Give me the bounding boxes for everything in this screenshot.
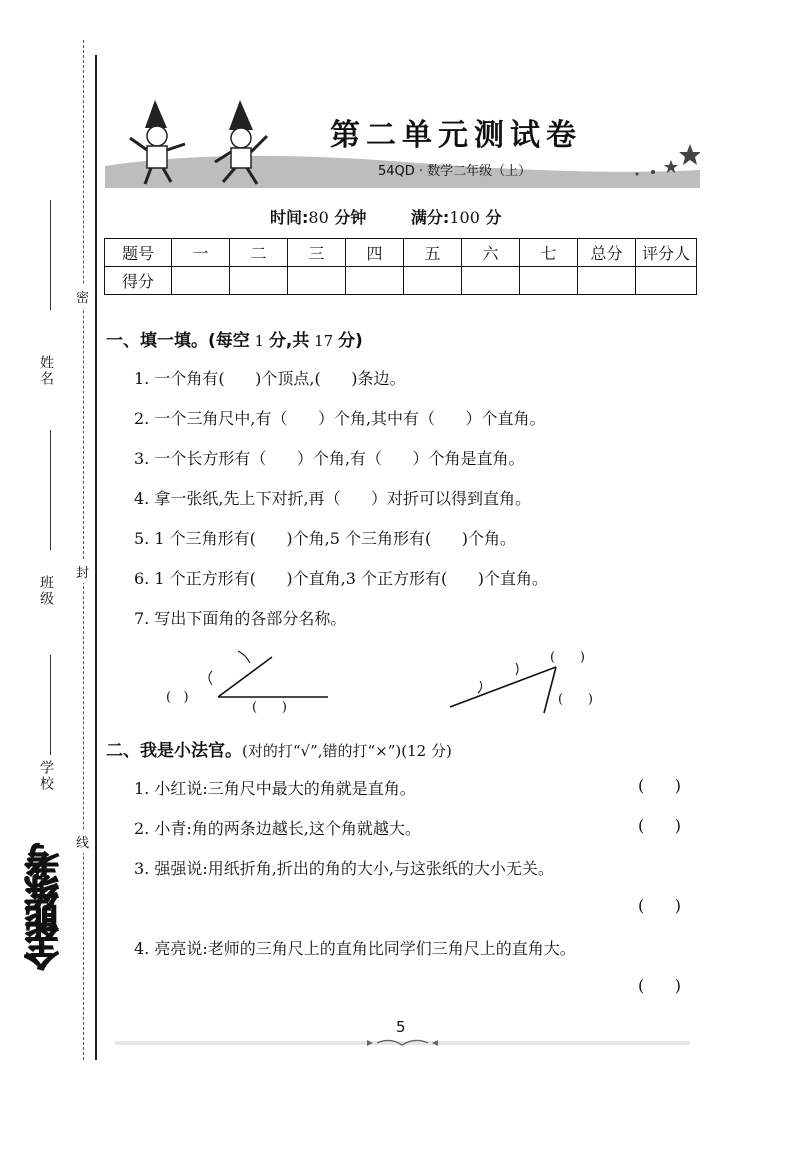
- score-cell[interactable]: [172, 267, 230, 295]
- header-cell: 总分: [578, 239, 636, 267]
- angle-right-side-blank[interactable]: ( ): [558, 692, 593, 707]
- seal-char-feng: 封: [76, 560, 89, 583]
- page-title: 第二单元测试卷: [330, 118, 582, 153]
- angle-left-vertex-blank[interactable]: ( ): [166, 690, 189, 705]
- name-underline: [50, 200, 51, 310]
- header-cell: 七: [520, 239, 578, 267]
- school-underline: [50, 655, 51, 755]
- score-cell[interactable]: [230, 267, 288, 295]
- section1-question-5: 5. 1 个三角形有( )个角,5 个三角形有( )个角。: [134, 529, 516, 548]
- section1-title: 一、填一填。(每空 1 分,共 17 分): [106, 331, 363, 351]
- score-table-header-row: [105, 239, 697, 267]
- header-cell: 六: [462, 239, 520, 267]
- school-label: 学校: [38, 760, 54, 792]
- section2-answer-3[interactable]: ( ): [638, 896, 681, 915]
- margin-rule: [95, 55, 97, 1060]
- exam-time-line: [270, 205, 501, 228]
- page-number: 5: [396, 1018, 406, 1036]
- angle-right-top-blank[interactable]: ( ): [550, 650, 585, 665]
- section2-question-3: 3. 强强说:用纸折角,折出的角的大小,与这张纸的大小无关。: [134, 859, 554, 878]
- header-cell: 一: [172, 239, 230, 267]
- time-unit: 分钟: [334, 208, 367, 227]
- score-cell[interactable]: [520, 267, 578, 295]
- seal-dashed-line: [83, 40, 84, 1060]
- section1-question-4: 4. 拿一张纸,先上下对折,再（ ）对折可以得到直角。: [134, 489, 532, 508]
- score-cell[interactable]: [288, 267, 346, 295]
- brand-logo: 全能练考: [25, 846, 65, 970]
- score-cell[interactable]: [462, 267, 520, 295]
- full-score-unit: 分: [485, 208, 502, 227]
- header-cell: 三: [288, 239, 346, 267]
- angle-left-side-blank[interactable]: ( ): [252, 700, 287, 715]
- section2-answer-4[interactable]: ( ): [638, 976, 681, 995]
- section1-question-2: 2. 一个三角尺中,有（ ）个角,其中有（ ）个直角。: [134, 409, 546, 428]
- section1-question-3: 3. 一个长方形有（ ）个角,有（ ）个角是直角。: [134, 449, 525, 468]
- section2-answer-1[interactable]: ( ): [638, 776, 681, 795]
- class-underline: [50, 430, 51, 550]
- score-cell[interactable]: [404, 267, 462, 295]
- time-label: 时间:: [270, 208, 309, 227]
- score-table-score-row: [105, 267, 697, 295]
- footer-ornament: [115, 1035, 690, 1051]
- full-score-label: 满分:: [410, 208, 450, 227]
- seal-char-mi: 密: [76, 285, 89, 308]
- full-score-value: 100: [449, 208, 480, 227]
- name-label: 姓名: [38, 355, 54, 387]
- score-cell[interactable]: [636, 267, 697, 295]
- header-cell: 题号: [105, 239, 172, 267]
- angle-right-figure: [450, 663, 556, 713]
- header-cell: 四: [346, 239, 404, 267]
- seal-char-xian: 线: [76, 830, 89, 853]
- angle-diagrams: [140, 645, 700, 725]
- score-cell[interactable]: [346, 267, 404, 295]
- score-row-label: 得分: [105, 267, 172, 295]
- time-value: 80: [308, 208, 329, 227]
- section2-title: 二、我是小法官。(对的打“√”,错的打“×”)(12 分): [106, 741, 452, 761]
- section2-question-2: 2. 小青:角的两条边越长,这个角就越大。: [134, 819, 421, 838]
- section2-answer-2[interactable]: ( ): [638, 816, 681, 835]
- score-table: [104, 238, 697, 295]
- header-cell: 评分人: [636, 239, 697, 267]
- section2-question-4: 4. 亮亮说:老师的三角尺上的直角比同学们三角尺上的直角大。: [134, 939, 576, 958]
- class-label: 班级: [38, 575, 54, 607]
- header-cell: 二: [230, 239, 288, 267]
- section1-question-1: 1. 一个角有( )个顶点,( )条边。: [134, 369, 406, 388]
- page-subtitle: 54QD · 数学二年级（上）: [378, 164, 532, 179]
- angle-left-figure: [209, 651, 328, 697]
- score-cell[interactable]: [578, 267, 636, 295]
- section1-question-7: 7. 写出下面角的各部分名称。: [134, 609, 347, 628]
- header-cell: 五: [404, 239, 462, 267]
- section1-question-6: 6. 1 个正方形有( )个直角,3 个正方形有( )个直角。: [134, 569, 548, 588]
- section2-question-1: 1. 小红说:三角尺中最大的角就是直角。: [134, 779, 416, 798]
